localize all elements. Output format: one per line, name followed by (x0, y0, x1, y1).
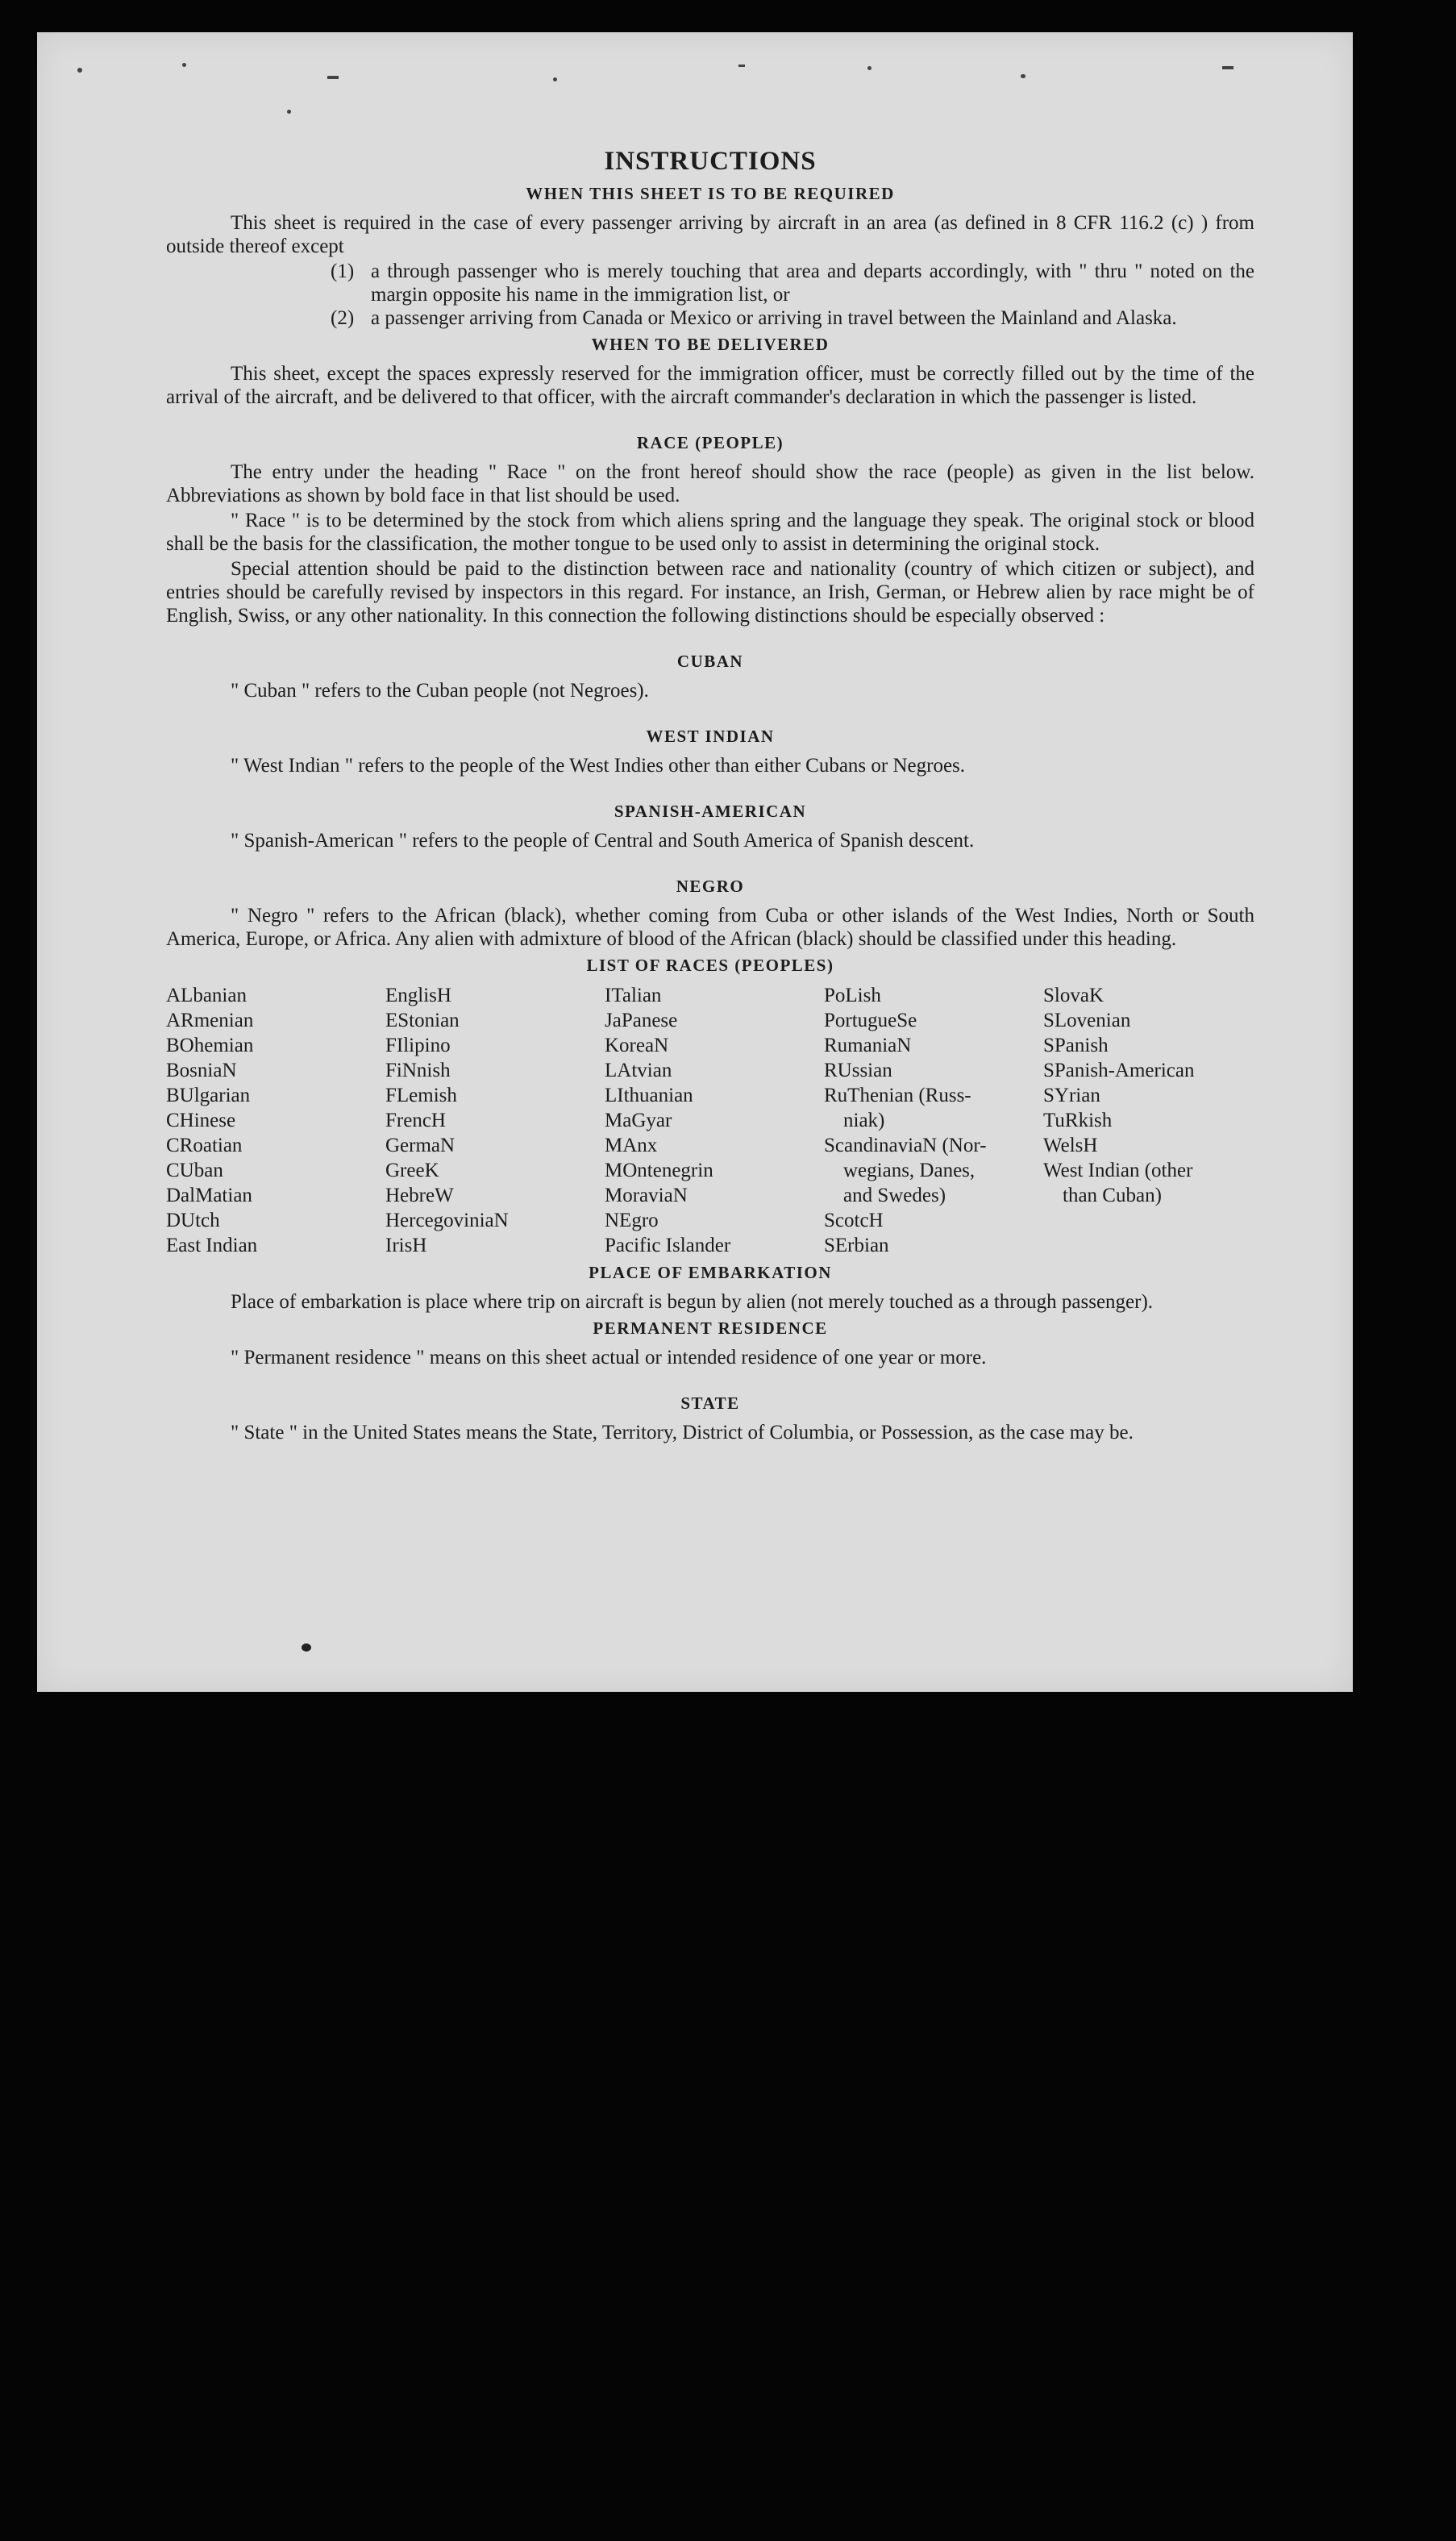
race-entry: MoraviaN (605, 1185, 688, 1206)
race-entry: RUssian (824, 1060, 892, 1081)
race-entry: PoLish (824, 985, 881, 1006)
exception-item-1 (166, 260, 1254, 306)
race-entry: SlovaK (1043, 985, 1104, 1006)
race-entry: East Indian (166, 1235, 258, 1256)
race-entry: than Cuban) (1063, 1185, 1162, 1206)
instructions-content (166, 145, 1254, 1446)
races-column-1 (166, 983, 385, 1258)
race-entry: MaGyar (605, 1110, 672, 1131)
heading-west-indian: WEST INDIAN (646, 727, 775, 746)
when-required-intro: This sheet is required in the case of every passenger arriving by aircraft in an area (as defined in 8 CFR 116.2 (c) ) from outside thereof except (166, 212, 1254, 257)
race-entry: niak) (843, 1110, 885, 1131)
race-entry: WelsH (1043, 1135, 1098, 1156)
exception-item-2 (166, 306, 1254, 330)
permanent-residence-text: " Permanent residence " means on this sheet actual or intended residence of one year or more. (231, 1347, 987, 1368)
race-entry: MOntenegrin (605, 1160, 713, 1181)
race-entry: KoreaN (605, 1035, 669, 1056)
race-entry: FrencH (385, 1110, 446, 1131)
race-entry: LAtvian (605, 1060, 672, 1081)
races-column-3 (605, 983, 824, 1258)
race-entry: CHinese (166, 1110, 236, 1131)
heading-spanish-american: SPANISH-AMERICAN (614, 802, 807, 821)
race-entry: BOhemian (166, 1035, 254, 1056)
race-entry: Pacific Islander (605, 1235, 731, 1256)
race-entry: SYrian (1043, 1085, 1100, 1106)
heading-list-of-races: LIST OF RACES (PEOPLES) (586, 956, 834, 975)
document-page (37, 32, 1353, 1692)
race-entry: SPanish-American (1043, 1060, 1195, 1081)
race-entry: DalMatian (166, 1185, 252, 1206)
race-entry: RuThenian (Russ- (824, 1085, 971, 1106)
races-column-5 (1043, 983, 1254, 1258)
race-entry: MAnx (605, 1135, 658, 1156)
embarkation-text: Place of embarkation is place where trip on aircraft is begun by alien (not merely touched as a through passenger). (231, 1291, 1154, 1313)
race-paragraph-1: The entry under the heading " Race " on the front hereof should show the race (people) as given in the list below. Abbreviations as shown by bold face in that list should be used. (166, 461, 1254, 506)
race-entry: FIlipino (385, 1035, 451, 1056)
heading-cuban: CUBAN (676, 652, 744, 671)
race-entry: TuRkish (1043, 1110, 1113, 1131)
race-entry: ALbanian (166, 985, 247, 1006)
heading-when-delivered: WHEN TO BE DELIVERED (591, 335, 830, 354)
race-entry: ScandinaviaN (Nor- (824, 1135, 987, 1156)
race-entry: wegians, Danes, (843, 1160, 976, 1181)
race-entry: CUban (166, 1160, 223, 1181)
race-entry: NEgro (605, 1210, 659, 1231)
exception-number: (1) (331, 260, 355, 282)
ink-dot (302, 1643, 311, 1652)
west-indian-text: " West Indian " refers to the people of the West Indies other than either Cubans or Negroes. (231, 755, 966, 777)
race-entry: ITalian (605, 985, 662, 1006)
race-entry: IrisH (385, 1235, 427, 1256)
race-entry: CRoatian (166, 1135, 243, 1156)
races-list (166, 983, 1254, 1258)
heading-embarkation: PLACE OF EMBARKATION (589, 1263, 832, 1282)
race-entry: LIthuanian (605, 1085, 693, 1106)
page-title: INSTRUCTIONS (604, 147, 817, 176)
race-entry: SPanish (1043, 1035, 1109, 1056)
race-entry: HebreW (385, 1185, 454, 1206)
race-entry: GermaN (385, 1135, 456, 1156)
exception-text: a passenger arriving from Canada or Mexico or arriving in travel between the Mainland and Alaska. (371, 307, 1177, 329)
heading-permanent-residence: PERMANENT RESIDENCE (593, 1318, 828, 1338)
race-entry: SErbian (824, 1235, 889, 1256)
negro-text: " Negro " refers to the African (black), whether coming from Cuba or other islands of the West Indies, North or South America, Europe, or Africa. Any alien with admixture of blood of the African (black) should be classified under this heading. (166, 905, 1254, 950)
race-entry: HercegoviniaN (385, 1210, 509, 1231)
race-entry: BosniaN (166, 1060, 237, 1081)
race-entry: West Indian (other (1043, 1160, 1193, 1181)
race-paragraph-3: Special attention should be paid to the distinction between race and nationality (country of which citizen or subject), and entries should be carefully revised by inspectors in this regard. For instance, an Irish, German, or Hebrew alien by race might be of English, Swiss, or any other nationality. In this connection the following distinctions should be especially observed : (166, 558, 1254, 627)
race-entry: PortugueSe (824, 1010, 917, 1031)
state-text: " State " in the United States means the State, Territory, District of Columbia, or Possession, as the case may be. (231, 1422, 1134, 1443)
race-entry: DUtch (166, 1210, 220, 1231)
heading-negro: NEGRO (676, 877, 745, 896)
race-entry: FiNnish (385, 1060, 451, 1081)
race-entry: ARmenian (166, 1010, 254, 1031)
race-paragraph-2: " Race " is to be determined by the stock from which aliens spring and the language they speak. The original stock or blood shall be the basis for the classification, the mother tongue to be used only to assist in determining the original stock. (166, 510, 1254, 555)
exception-number: (2) (331, 307, 355, 329)
heading-state: STATE (680, 1393, 740, 1413)
race-entry: BUlgarian (166, 1085, 251, 1106)
exception-text: a through passenger who is merely touching that area and departs accordingly, with " thru " noted on the margin opposite his name in the immigration list, or (371, 260, 1254, 306)
race-entry: RumaniaN (824, 1035, 912, 1056)
race-entry: FLemish (385, 1085, 457, 1106)
heading-when-required: WHEN THIS SHEET IS TO BE REQUIRED (526, 184, 895, 203)
race-entry: and Swedes) (843, 1185, 946, 1206)
race-entry: EnglisH (385, 985, 451, 1006)
spanish-american-text: " Spanish-American " refers to the people of Central and South America of Spanish descent. (231, 830, 975, 852)
race-entry: GreeK (385, 1160, 439, 1181)
race-entry: JaPanese (605, 1010, 678, 1031)
cuban-text: " Cuban " refers to the Cuban people (not Negroes). (231, 680, 649, 702)
race-entry: EStonian (385, 1010, 460, 1031)
when-delivered-text: This sheet, except the spaces expressly reserved for the immigration officer, must be correctly filled out by the time of the arrival of the aircraft, and be delivered to that officer, with the aircraft commander's declaration in which the passenger is listed. (166, 363, 1254, 408)
races-column-2 (385, 983, 605, 1258)
race-entry: SLovenian (1043, 1010, 1131, 1031)
races-column-4 (824, 983, 1043, 1258)
race-entry: ScotcH (824, 1210, 884, 1231)
heading-race: RACE (PEOPLE) (636, 433, 784, 452)
